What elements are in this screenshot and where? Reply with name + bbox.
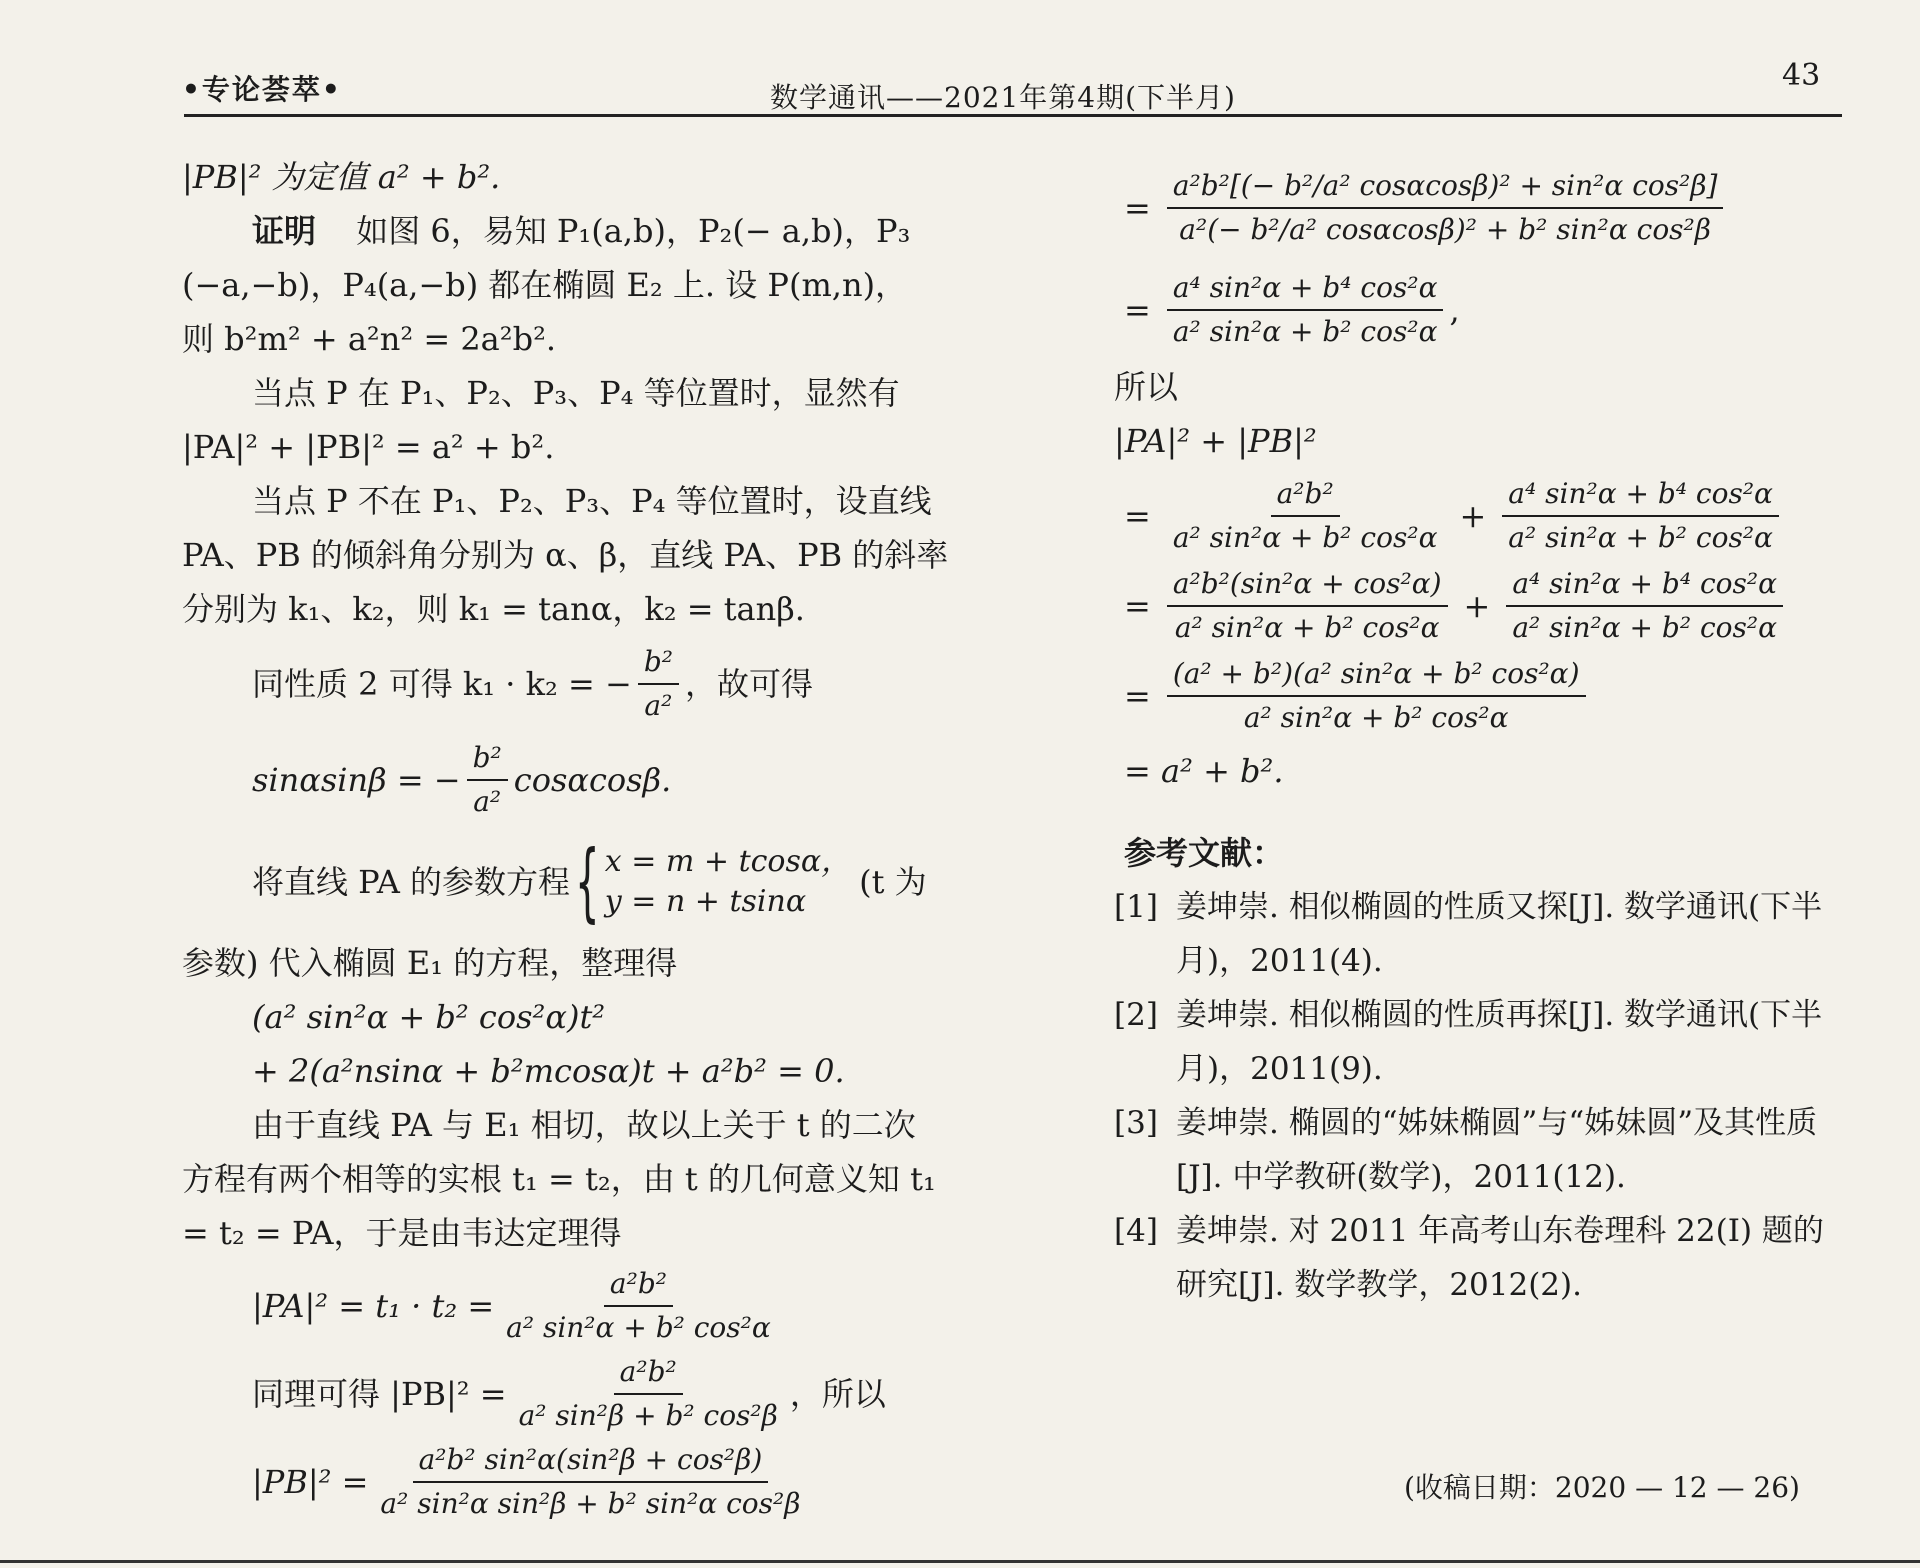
text-line: (−a,−b)，P₄(a,−b) 都在椭圆 E₂ 上. 设 P(m,n)， <box>182 266 908 304</box>
reference-item: [2] 姜坤崇. 相似椭圆的性质再探[J]. 数学通讯(下半月)，2011(9). <box>1114 997 1823 1087</box>
text-line: 如图 6，易知 P₁(a,b)，P₂(− a,b)，P₃ <box>356 212 911 250</box>
equation-line: + 2(a²nsinα + b²mcosα)t + a²b² = 0. <box>252 1052 845 1090</box>
fraction: $\frac{\text{a²b²(sin²α + cos²α)}}{\text{a² sin²α + b² cos²α}}$ <box>1167 565 1448 647</box>
header-rule <box>184 114 1842 117</box>
reference-item: [1] 姜坤崇. 相似椭圆的性质又探[J]. 数学通讯(下半月)，2011(4). <box>1114 889 1823 979</box>
fraction: $\frac{\text{(a² + b²)(a² sin²α + b² cos²α)}}{\text{a² sin²α + b² cos²α}}$ <box>1167 655 1586 737</box>
fraction: $\frac{\text{a⁴ sin²α + b⁴ cos²α}}{\text{a² sin²α + b² cos²α}}$ <box>1502 475 1779 557</box>
text-line: = t₂ = PA，于是由韦达定理得 <box>182 1214 622 1252</box>
equation-line: |PA|² + |PB|² <box>1114 422 1317 460</box>
text-line: 参数) 代入椭圆 E₁ 的方程，整理得 <box>182 944 678 982</box>
fraction: $\frac{\text{a²b²}}{\text{a² sin²α + b² cos²α}}$ <box>506 1267 771 1344</box>
fraction: $\frac{\text{b²}}{\text{a²}}$ <box>467 739 508 821</box>
equation-sin-product: sinαsinβ = − $\frac{\text{b²}}{\text{a²}}$ cosαcosβ. <box>182 732 982 828</box>
references <box>1114 826 1844 1312</box>
journal-title: 数学通讯——2021年第4期(下半月) <box>770 81 1236 114</box>
fraction: $\frac{\text{a⁴ sin²α + b⁴ cos²α}}{\text{a² sin²α + b² cos²α}}$ <box>1167 269 1444 351</box>
reference-item: [4] 姜坤崇. 对 2011 年高考山东卷理科 22(I) 题的研究[J]. 数学教学，2012(2). <box>1114 1213 1824 1303</box>
received-date: (收稿日期：2020 — 12 — 26) <box>1404 1471 1800 1504</box>
footer-rule <box>0 1560 1920 1563</box>
fraction: $\frac{\text{a²b²}}{\text{a² sin²β + b² cos²β}}$ <box>518 1355 778 1432</box>
fraction: $\frac{\text{a²b² sin²α(sin²β + cos²β)}}{\text{a² sin²α sin²β + b² sin²α cos²β}}$ <box>380 1443 801 1520</box>
fraction: $\frac{\text{b²}}{\text{a²}}$ <box>638 643 679 725</box>
equation-step-1: = $\frac{\text{a²b²[(− b²/a² cosαcosβ)² + sin²α cos²β]}}{\text{a²(− b²/a² cosαcosβ)² + b² sin²α cos²β}}$ <box>1114 156 1844 260</box>
reference-item: [3] 姜坤崇. 椭圆的“姊妹椭圆”与“姊妹圆”及其性质[J]. 中学教研(数学)，2011(12). <box>1114 1105 1818 1195</box>
references-title: 参考文献： <box>1124 834 1285 872</box>
text-line: 由于直线 PA 与 E₁ 相切，故以上关于 t 的二次 <box>252 1106 916 1144</box>
equation-step-2: = $\frac{\text{a⁴ sin²α + b⁴ cos²α}}{\text{a² sin²α + b² cos²α}}$ , <box>1114 266 1844 354</box>
text-line: 方程有两个相等的实根 t₁ = t₂，由 t 的几何意义知 t₁ <box>182 1160 936 1198</box>
equation-pb-expanded: |PB|² = $\frac{\text{a²b² sin²α(sin²β + cos²β)}}{\text{a² sin²α sin²β + b² sin²α cos²β}}$ <box>182 1442 982 1522</box>
text-line: 当点 P 不在 P₁、P₂、P₃、P₄ 等位置时，设直线 <box>252 482 932 520</box>
text-line: 所以 <box>1114 368 1179 406</box>
parametric-equation: 将直线 PA 的参数方程 { x = m + tcosα， y = n + tsinα (t 为 <box>252 832 927 932</box>
text-line: 则 b²m² + a²n² = 2a²b². <box>182 320 557 358</box>
equation-step-3: = $\frac{\text{a²b²}}{\text{a² sin²α + b² cos²α}}$ + $\frac{\text{a⁴ sin²α + b⁴ cos²α}}{\text{a² sin²α + b² cos²α}}$ <box>1114 474 1844 558</box>
system-brace: { x = m + tcosα， y = n + tsinα <box>575 832 852 932</box>
fraction: $\frac{\text{a²b²[(− b²/a² cosαcosβ)² + sin²α cos²β]}}{\text{a²(− b²/a² cosαcosβ)² + b² sin²α cos²β}}$ <box>1167 167 1724 249</box>
right-column <box>1114 150 1844 1312</box>
fraction: $\frac{\text{a²b²}}{\text{a² sin²α + b² cos²α}}$ <box>1172 477 1438 554</box>
equation-pa-squared: |PA|² = t₁ · t₂ = $\frac{\text{a²b²}}{\text{a² sin²α + b² cos²α}}$ <box>182 1266 982 1346</box>
equation-line: (a² sin²α + b² cos²α)t² <box>252 998 606 1036</box>
text-line: |PA|² + |PB|² = a² + b². <box>182 428 555 466</box>
left-column <box>182 150 982 1528</box>
equation-slope-product: 同性质 2 可得 k₁ · k₂ = − $\frac{\text{b²}}{\text{a²}}$ ，故可得 <box>182 642 982 726</box>
section-header: •专论荟萃• <box>182 73 342 106</box>
text-line: |PB|² 为定值 a² + b². <box>182 158 501 196</box>
proof-line <box>182 204 982 258</box>
proof-label: 证明 <box>252 212 317 250</box>
text-line: 当点 P 在 P₁、P₂、P₃、P₄ 等位置时，显然有 <box>252 374 900 412</box>
equation-result: = a² + b². <box>1124 752 1284 790</box>
equation-pb-squared: 同理可得 |PB|² = $\frac{\text{a²b²}}{\text{a² sin²β + b² cos²β}}$ ，所以 <box>182 1352 982 1436</box>
equation-step-4: = $\frac{\text{a²b²(sin²α + cos²α)}}{\text{a² sin²α + b² cos²α}}$ + $\frac{\text{a⁴ sin²α + b⁴ cos²α}}{\text{a² sin²α + b² cos²α}}$ <box>1114 564 1844 648</box>
equation-step-5: = $\frac{\text{(a² + b²)(a² sin²α + b² cos²α)}}{\text{a² sin²α + b² cos²α}}$ <box>1114 654 1844 738</box>
page-number: 43 <box>1782 58 1821 93</box>
fraction: $\frac{\text{a⁴ sin²α + b⁴ cos²α}}{\text{a² sin²α + b² cos²α}}$ <box>1506 565 1783 647</box>
text-line: PA、PB 的倾斜角分别为 α、β，直线 PA、PB 的斜率 <box>182 536 949 574</box>
text-line: 分别为 k₁、k₂，则 k₁ = tanα，k₂ = tanβ. <box>182 590 805 628</box>
